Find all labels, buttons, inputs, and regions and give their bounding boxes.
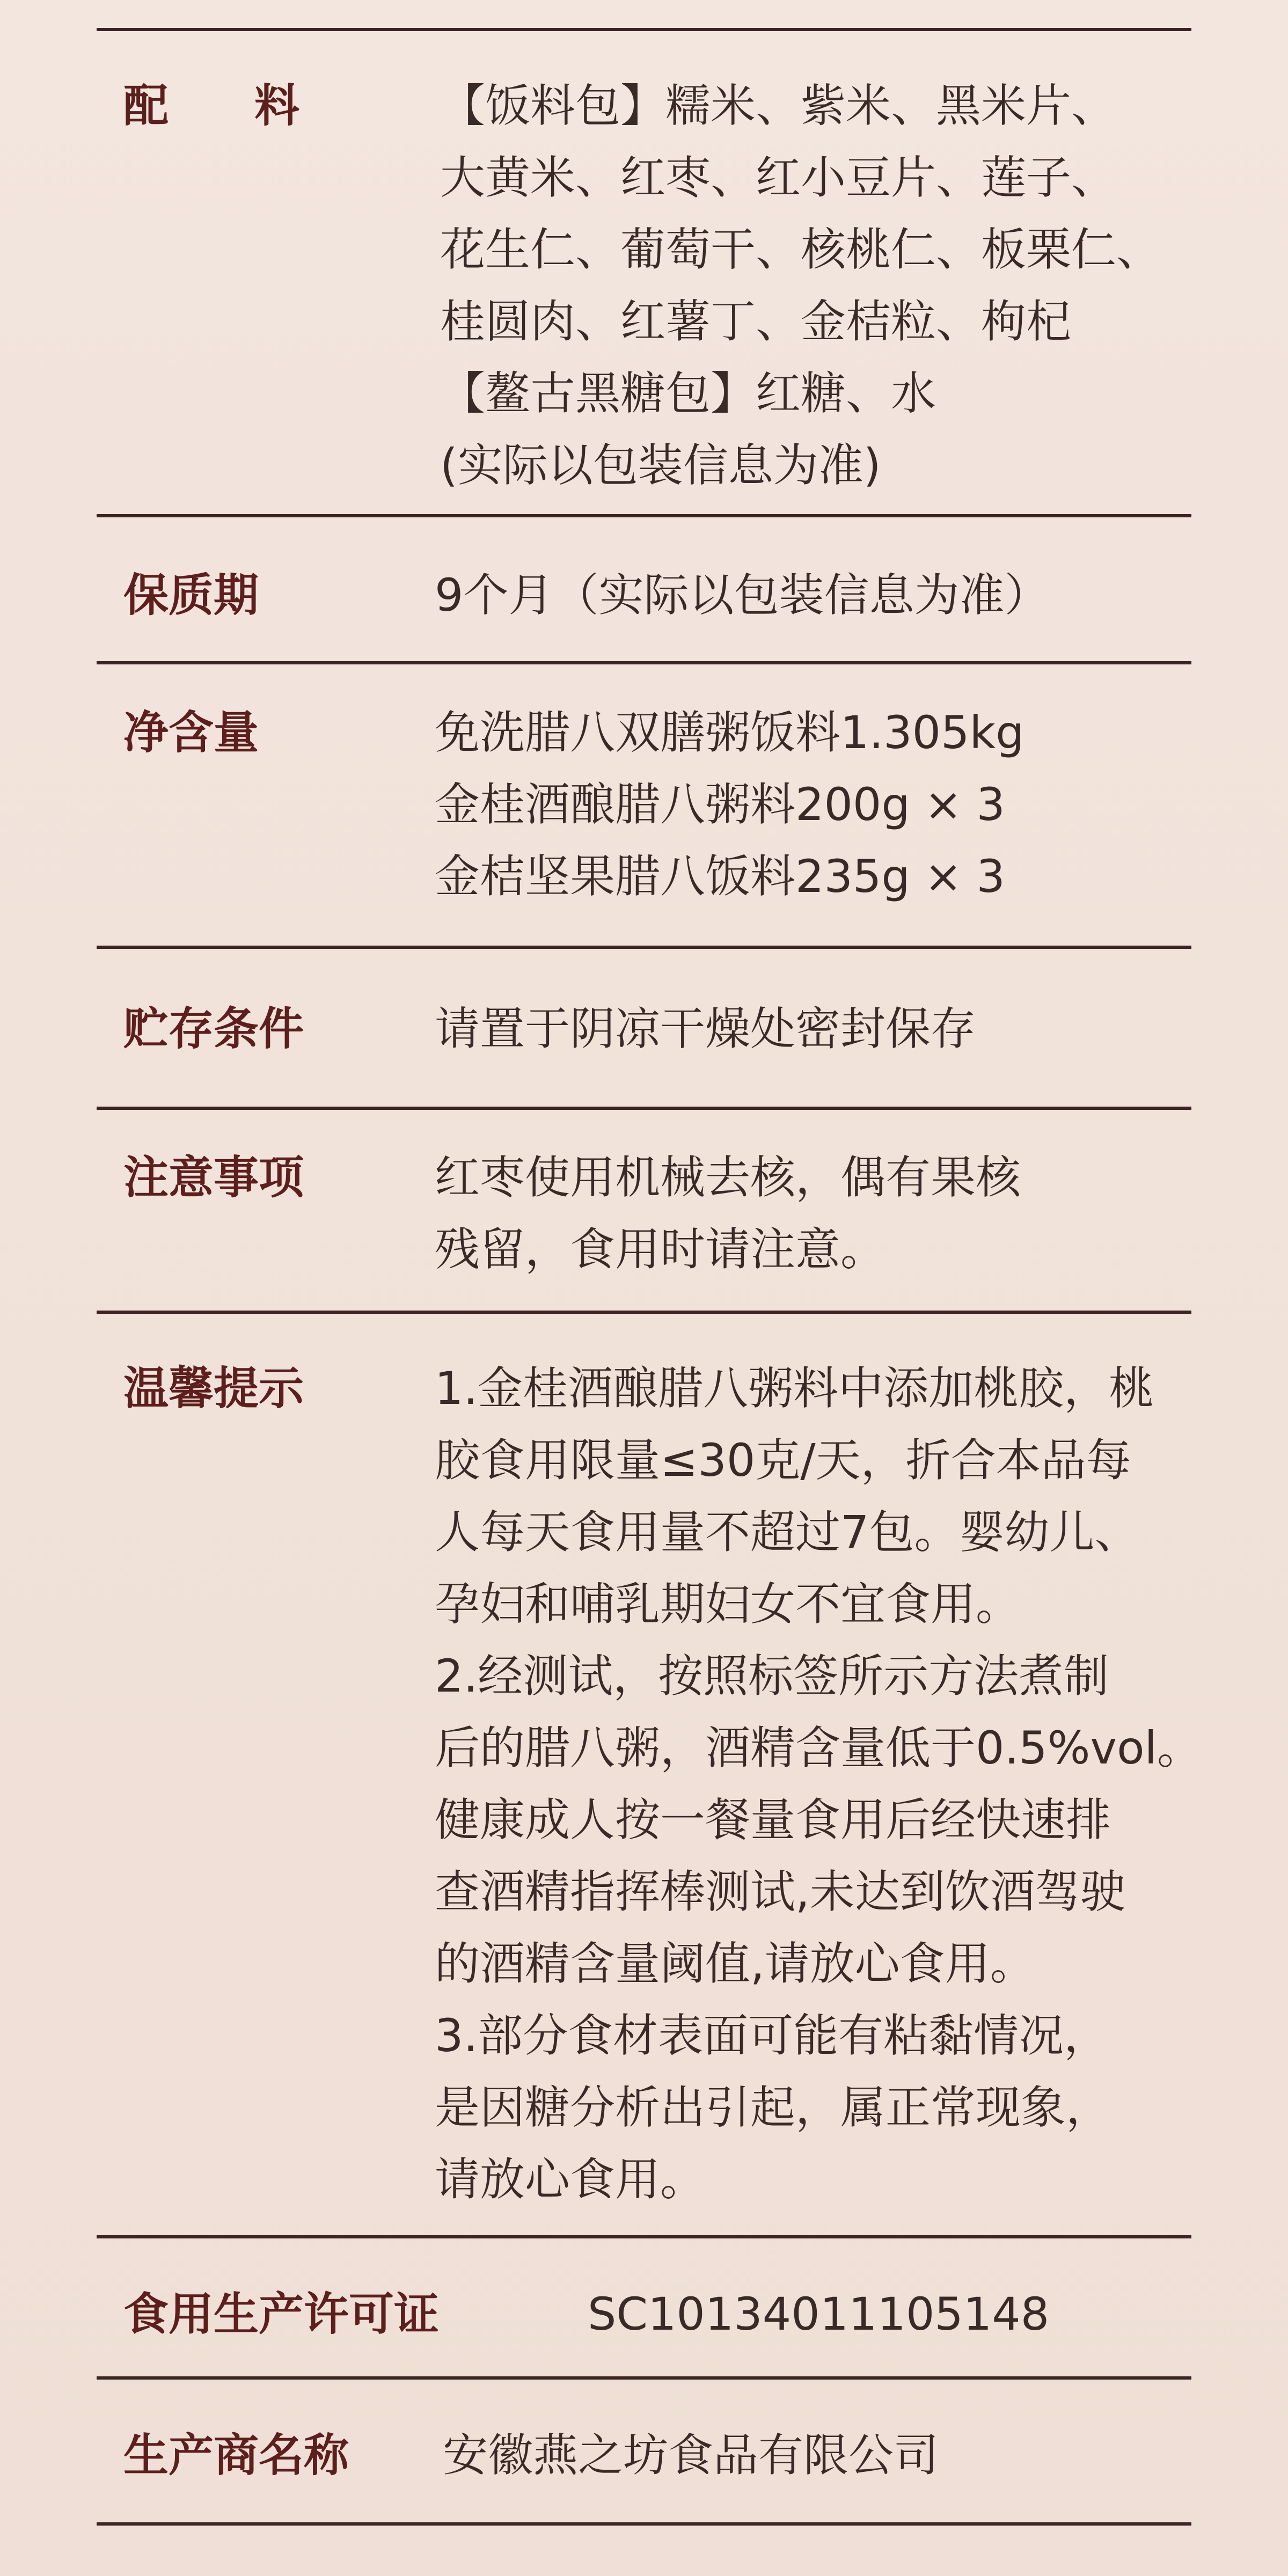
divider: [97, 514, 1191, 517]
net-content-label: 净含量: [123, 706, 259, 759]
tips-line: 健康成人按一餐量食用后经快速排: [435, 1794, 1111, 1846]
shelf-life-label: 保质期: [123, 569, 259, 621]
divider: [97, 2522, 1191, 2526]
shelf-life-line: 9个月（实际以包装信息为准）: [435, 569, 1050, 621]
net-content-line: 金桂酒酿腊八粥料200g × 3: [435, 778, 1005, 831]
tips-line: 是因糖分析出引起，属正常现象，: [435, 2081, 1111, 2134]
divider: [97, 946, 1191, 949]
divider: [97, 2376, 1191, 2380]
tips-line: 3.部分食材表面可能有粘黏情况，: [435, 2009, 1109, 2062]
ingredients-line: 花生仁、葡萄干、核桃仁、板栗仁、: [440, 223, 1162, 276]
tips-label: 温馨提示: [123, 1362, 304, 1415]
tips-line: 1.金桂酒酿腊八粥料中添加桃胶，桃: [435, 1362, 1154, 1415]
divider: [97, 661, 1191, 664]
tips-line: 请放心食用。: [435, 2153, 706, 2206]
divider: [97, 1311, 1191, 1314]
tips-value: [435, 1352, 1202, 2215]
ingredients-label: 配料: [123, 79, 386, 132]
caution-value: [435, 1141, 1021, 1285]
ingredients-line: 大黄米、红枣、红小豆片、莲子、: [440, 151, 1117, 204]
ingredients-line: (实际以包装信息为准): [440, 439, 881, 492]
manufacturer-label: 生产商名称: [123, 2429, 349, 2482]
license-value: [588, 2278, 1049, 2350]
tips-line: 人每天食用量不超过7包。婴幼儿、: [435, 1506, 1140, 1558]
shelf-life-value: [435, 559, 1049, 631]
caution-line: 红枣使用机械去核，偶有果核: [435, 1151, 1021, 1204]
divider: [97, 28, 1191, 31]
tips-line: 查酒精指挥棒测试,未达到饮酒驾驶: [435, 1865, 1125, 1918]
tips-line: 的酒精含量阈值,请放心食用。: [435, 1937, 1035, 1990]
tips-line: 胶食用限量≤30克/天，折合本品每: [435, 1434, 1131, 1487]
storage-line: 请置于阴凉干燥处密封保存: [435, 1002, 976, 1055]
ingredients-line: 【鳌古黑糖包】红糖、水: [440, 367, 936, 420]
ingredients-value: [440, 70, 1161, 501]
tips-line: 孕妇和哺乳期妇女不宜食用。: [435, 1578, 1021, 1630]
caution-label: 注意事项: [123, 1151, 304, 1204]
tips-line: 后的腊八粥，酒精含量低于0.5%vol。: [435, 1722, 1202, 1774]
net-content-line: 金桔坚果腊八饭料235g × 3: [435, 850, 1005, 903]
net-content-line: 免洗腊八双膳粥饭料1.305kg: [435, 706, 1024, 759]
license-label: 食用生产许可证: [123, 2288, 440, 2340]
divider: [97, 2235, 1191, 2238]
manufacturer-value: [443, 2419, 939, 2491]
storage-label: 贮存条件: [123, 1002, 304, 1055]
manufacturer-line: 安徽燕之坊食品有限公司: [443, 2429, 939, 2482]
divider: [97, 1107, 1191, 1110]
net-content-value: [435, 697, 1024, 912]
storage-value: [435, 993, 976, 1065]
ingredients-line: 【饭料包】糯米、紫米、黑米片、: [440, 79, 1117, 132]
license-line: SC10134011105148: [588, 2288, 1050, 2340]
caution-line: 残留，食用时请注意。: [435, 1223, 886, 1276]
tips-line: 2.经测试，按照标签所示方法煮制: [435, 1650, 1109, 1702]
ingredients-line: 桂圆肉、红薯丁、金桔粒、枸杞: [440, 295, 1072, 348]
